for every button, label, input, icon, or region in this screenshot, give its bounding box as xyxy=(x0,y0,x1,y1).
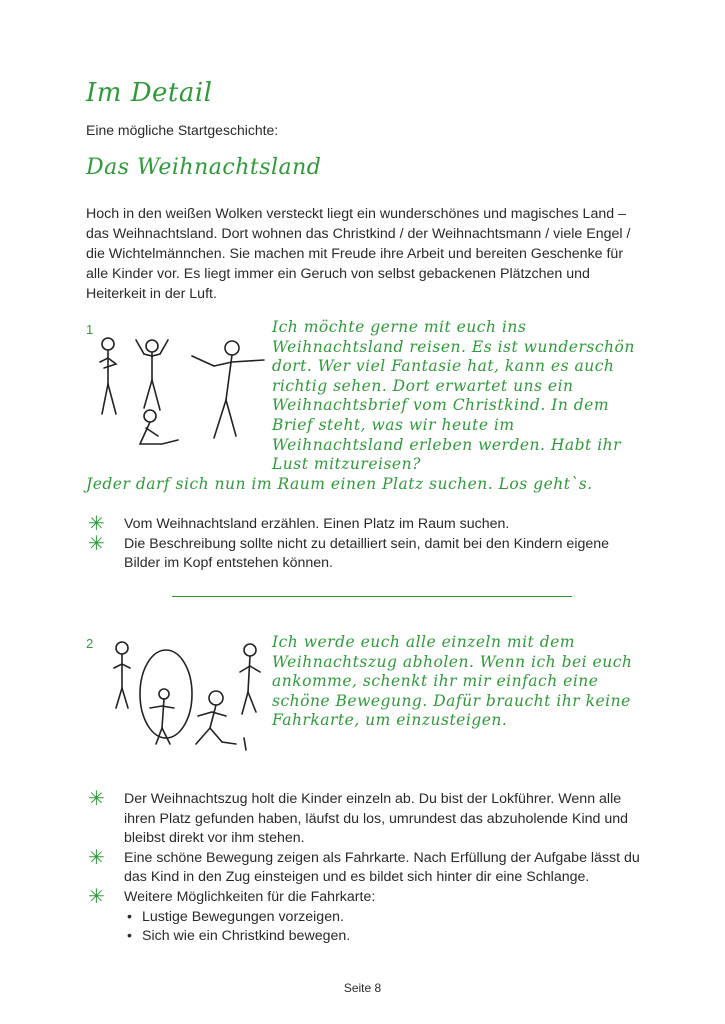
bullet-text: das Kind in den Zug einsteigen und es bildet sich hinter dir eine Schlange. xyxy=(124,869,590,886)
intro-line: die Wichtelmännchen. Sie machen mit Freude ihre Arbeit und bereiten Geschenke für xyxy=(86,246,624,262)
subheading: Eine mögliche Startgeschichte: xyxy=(86,122,279,138)
speech-bubble-2 xyxy=(272,633,632,731)
speech-line: Weihnachtsland reisen. Es ist wunderschön xyxy=(272,337,635,356)
stick-figures-illustration-2 xyxy=(104,632,270,762)
asterisk-star-icon: ✳ xyxy=(88,532,105,555)
bullet-text: Vom Weihnachtsland erzählen. Einen Platz im Raum suchen. xyxy=(124,516,510,532)
intro-line: Hoch in den weißen Wolken versteckt liegt ein wunderschönes und magisches Land – xyxy=(86,206,626,222)
asterisk-star-icon: ✳ xyxy=(88,885,105,908)
section-number-2: 2 xyxy=(86,636,94,651)
section-divider xyxy=(172,596,572,597)
bullet-text: Die Beschreibung sollte nicht zu detailliert sein, damit bei den Kindern eigene xyxy=(124,535,610,552)
bullet-list-2 xyxy=(88,790,640,947)
speech-line: Brief steht, was wir heute im xyxy=(272,415,515,434)
speech-line: Lust mitzureisen? xyxy=(272,455,421,474)
page-heading: Im Detail xyxy=(86,78,213,108)
bullet-list-1 xyxy=(88,515,609,574)
speech-line: Ich werde euch alle einzeln mit dem xyxy=(272,633,576,651)
speech-line: schöne Bewegung. Dafür braucht ihr keine xyxy=(272,691,631,710)
bullet-item xyxy=(88,885,640,947)
asterisk-star-icon: ✳ xyxy=(88,846,105,869)
intro-line: Heiterkeit in der Luft. xyxy=(86,286,217,302)
bullet-item xyxy=(88,846,640,888)
asterisk-star-icon: ✳ xyxy=(88,788,105,810)
sub-bullet-list xyxy=(124,908,640,947)
speech-last-line-1: Jeder darf sich nun im Raum einen Platz suchen. Los geht`s. xyxy=(86,475,593,493)
bullet-item xyxy=(88,790,640,849)
stick-figures-illustration-1 xyxy=(92,318,272,458)
section-number-1: 1 xyxy=(86,322,94,337)
speech-line: Weihnachtsbrief vom Christkind. In dem xyxy=(272,396,610,415)
speech-line: ankomme, schenkt ihr mir einfach eine xyxy=(272,672,599,691)
intro-paragraph xyxy=(86,204,646,304)
speech-line: Weihnachtsland erleben werden. Habt ihr xyxy=(272,435,622,454)
intro-line: das Weihnachtsland. Dort wohnen das Christkind / der Weihnachtsmann / viele Engel / xyxy=(86,226,631,242)
bullet-text: Bilder im Kopf entstehen können. xyxy=(124,555,334,572)
speech-line: dort. Wer viel Fantasie hat, kann es auch xyxy=(272,357,615,376)
speech-line: Weihnachtszug abholen. Wenn ich bei euch xyxy=(272,652,633,671)
page-number-footer: Seite 8 xyxy=(343,981,382,995)
bullet-text: Der Weihnachtszug holt die Kinder einzeln ab. Du bist der Lokführer. Wenn alle xyxy=(124,791,622,807)
sub-bullet-item: • Lustige Bewegungen vorzeigen. xyxy=(124,908,640,928)
speech-line: Ich möchte gerne mit euch ins xyxy=(272,318,527,336)
speech-line: Fahrkarte, um einzusteigen. xyxy=(272,711,508,730)
bullet-text: bleibst direkt vor ihm stehen. xyxy=(124,830,305,847)
intro-line: alle Kinder vor. Es liegt immer ein Geruch von selbst gebackenen Plätzchen und xyxy=(86,266,590,282)
speech-line: richtig sehen. Dort erwartet uns ein xyxy=(272,376,574,395)
bullet-text: ihren Platz gefunden haben, läufst du los, umrundest das abzuholende Kind und xyxy=(124,810,629,827)
bullet-item xyxy=(88,515,609,535)
bullet-text: Weitere Möglichkeiten für die Fahrkarte: xyxy=(124,888,376,905)
bullet-item xyxy=(88,532,610,574)
bullet-text: Eine schöne Bewegung zeigen als Fahrkarte. Nach Erfüllung der Aufgabe lässt du xyxy=(124,849,640,866)
asterisk-star-icon: ✳ xyxy=(88,513,105,535)
story-title: Das Weihnachtsland xyxy=(86,155,322,180)
speech-bubble-1 xyxy=(272,318,635,475)
sub-bullet-item: • Sich wie ein Christkind bewegen. xyxy=(124,927,640,947)
